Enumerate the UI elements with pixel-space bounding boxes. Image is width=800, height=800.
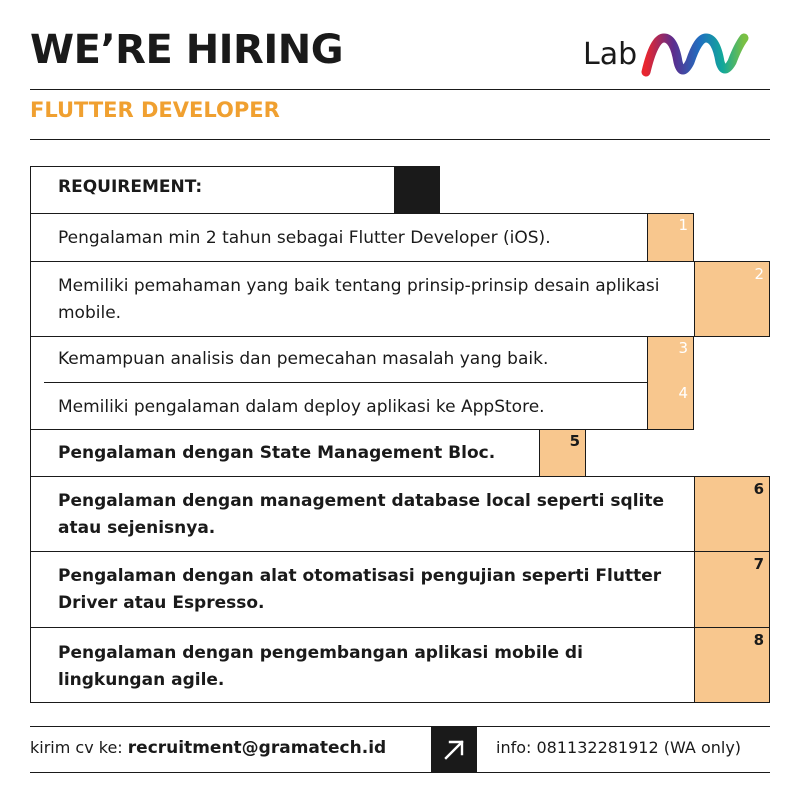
requirement-number-4: 4 bbox=[678, 384, 688, 402]
headline: WE’RE HIRING bbox=[30, 27, 344, 73]
requirement-text-5: Pengalaman dengan State Management Bloc. bbox=[58, 443, 496, 463]
arrow-up-right-icon bbox=[440, 736, 468, 764]
contact-info: info: 081132281912 (WA only) bbox=[496, 738, 742, 757]
row-divider-3-4 bbox=[44, 382, 648, 383]
requirement-text-8: Pengalaman dengan pengembangan aplikasi mobile di lingkungan agile. bbox=[58, 643, 583, 690]
requirement-text-3: Kemampuan analisis dan pemecahan masalah yang baik. bbox=[58, 349, 549, 369]
footer-bottom-divider bbox=[30, 772, 770, 773]
job-title: FLUTTER DEVELOPER bbox=[30, 98, 280, 122]
requirement-number-8: 8 bbox=[753, 631, 764, 649]
requirement-number-2: 2 bbox=[754, 265, 764, 283]
requirement-title: REQUIREMENT: bbox=[58, 177, 203, 197]
requirement-number-3: 3 bbox=[678, 339, 688, 357]
footer-top-divider bbox=[30, 726, 770, 727]
requirement-text-4: Memiliki pengalaman dalam deploy aplikasi ke AppStore. bbox=[58, 397, 545, 417]
requirement-text-7: Pengalaman dengan alat otomatisasi pengujian seperti Flutter Driver atau Espresso. bbox=[58, 566, 662, 613]
subtitle-divider bbox=[30, 139, 770, 140]
logo-text: Lab bbox=[583, 37, 638, 72]
cv-line bbox=[30, 740, 386, 757]
requirement-number-1: 1 bbox=[678, 216, 688, 234]
requirement-text-6: Pengalaman dengan management database local seperti sqlite atau sejenisnya. bbox=[58, 491, 664, 538]
email-link[interactable]: recruitment@gramatech.id bbox=[127, 738, 387, 758]
logo-wave-icon bbox=[640, 32, 750, 78]
requirement-number-6: 6 bbox=[753, 480, 764, 498]
requirement-text-2: Memiliki pemahaman yang baik tentang prinsip-prinsip desain aplikasi mobile. bbox=[58, 276, 660, 323]
brand-logo bbox=[583, 30, 773, 80]
header-black-block bbox=[394, 166, 440, 214]
requirement-number-7: 7 bbox=[753, 555, 764, 573]
requirement-text-1: Pengalaman min 2 tahun sebagai Flutter Developer (iOS). bbox=[58, 228, 551, 248]
requirement-number-5: 5 bbox=[569, 432, 580, 450]
cv-label: kirim cv ke: bbox=[30, 738, 128, 757]
arrow-link-button[interactable] bbox=[431, 727, 477, 773]
header-divider bbox=[30, 89, 770, 90]
